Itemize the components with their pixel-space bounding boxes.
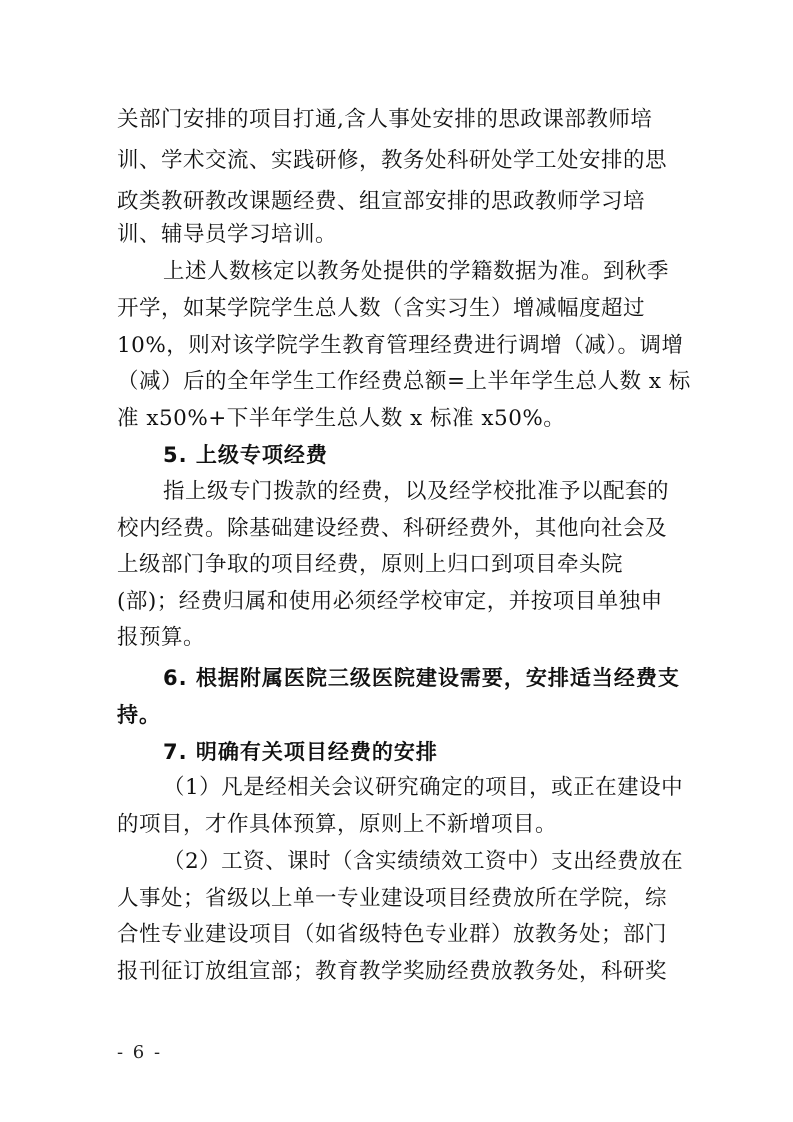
text-line: 合性专业建设项目（如省级特色专业群）放教务处；部门 [117,922,668,947]
text-line: （1）凡是经相关会议研究确定的项目，或正在建设中 [163,775,684,800]
section-heading: 7. 明确有关项目经费的安排 [163,740,438,764]
text-line: 政类教研教改课题经费、组宣部安排的思政教师学习培 [117,189,646,214]
section-heading: 6. 根据附属医院三级医院建设需要，安排适当经费支 [163,666,680,690]
text-line: 校内经费。除基础建设经费、科研经费外，其他向社会及 [117,516,668,541]
text-line: 报刊征订放组宣部；教育教学奖励经费放教务处，科研奖 [117,959,668,984]
text-line: 指上级专门拨款的经费，以及经学校批准予以配套的 [163,479,670,504]
text-line: 上述人数核定以教务处提供的学籍数据为准。到秋季 [163,259,670,284]
text-line: （减）后的全年学生工作经费总额=上半年学生总人数 x 标 [117,369,691,394]
text-line: 报预算。 [117,625,206,650]
text-line: 训、辅导员学习培训。 [117,222,338,247]
section-heading: 5. 上级专项经费 [163,443,328,467]
text-line: 准 x50%+下半年学生总人数 x 标准 x50%。 [117,406,566,431]
text-line: 10%，则对该学院学生教育管理经费进行调增（减）。调增 [117,333,684,358]
text-line: 的项目，才作具体预算，原则上不新增项目。 [117,812,558,837]
text-line: 关部门安排的项目打通,含人事处安排的思政课部教师培 [117,107,653,132]
text-line: 训、学术交流、实践研修，教务处科研处学工处安排的思 [117,148,668,173]
text-line: 开学，如某学院学生总人数（含实习生）增减幅度超过 [117,296,646,321]
page-number: - 6 - [117,1042,163,1063]
text-line: 人事处；省级以上单一专业建设项目经费放所在学院，综 [117,886,668,911]
text-line: （2）工资、课时（含实绩绩效工资中）支出经费放在 [163,849,684,874]
text-line: (部)；经费归属和使用必须经学校审定，并按项目单独申 [117,589,663,614]
text-line: 上级部门争取的项目经费，原则上归口到项目牵头院 [117,552,624,577]
section-heading-continued: 持。 [117,703,161,727]
